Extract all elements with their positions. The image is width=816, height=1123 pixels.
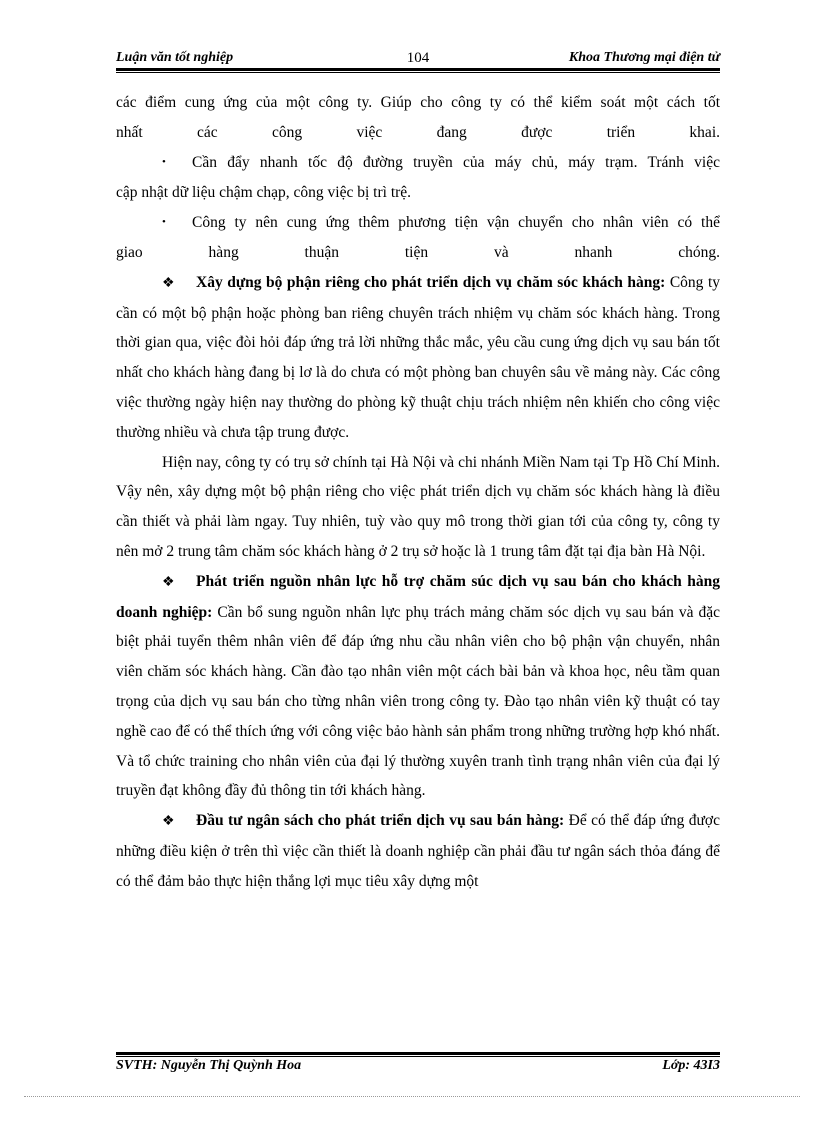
footer-rule-thin [116,1056,720,1057]
section-budget [116,806,720,896]
page-bottom-dotted-border [24,1096,800,1097]
page-footer [116,1058,720,1076]
header-rule-thick [116,68,720,71]
bullet-text: Công ty nên cung ứng thêm phương tiện vận chuyển cho nhân viên có thể [192,213,720,231]
diamond-bullet-icon: ❖ [162,275,175,291]
header-faculty-label: Khoa Thương mại điện tử [568,50,720,65]
header-rule-thin [116,72,720,73]
page-body [116,88,720,897]
section-title: Đầu tư ngân sách cho phát triển dịch vụ sau bán hàng: [196,812,565,830]
footer-student-name: SVTH: Nguyễn Thị Quỳnh Hoa [116,1058,302,1073]
bullet-item [116,208,720,238]
footer-class: Lớp: 43I3 [662,1058,720,1073]
bullet-item [116,148,720,178]
section-human-resources [116,567,720,806]
bullet-icon: • [162,156,166,169]
diamond-bullet-icon: ❖ [162,574,175,590]
bullet-text: Cần đẩy nhanh tốc độ đường truyền của máy chủ, máy trạm. Tránh việc [192,153,720,171]
section-customer-care [116,268,720,448]
diamond-bullet-icon: ❖ [162,814,175,830]
paragraph-line: giao hàng thuận tiện và nhanh chóng. [116,244,720,262]
paragraph-line: nhất các công việc đang được triển khai. [116,123,720,141]
footer-rule-thick [116,1052,720,1055]
section-title: Phát triển nguồn nhân lực hỗ trợ chăm súc dịch vụ sau bán cho khách hàng doanh nghiệp: [116,572,720,621]
paragraph-line: các điểm cung ứng của một công ty. Giúp cho công ty có thể kiểm soát một cách tốt [116,94,720,111]
paragraph-line: cập nhật dữ liệu chậm chạp, công việc bị trì trệ. [116,183,412,201]
bullet-icon: • [162,216,166,229]
section-text: Công ty cần có một bộ phận hoặc phòng ban riêng chuyên trách nhiệm vụ chăm sóc khách hàng. Trong thời gian qua, việc đòi hỏi đáp ứng trả lời những thắc mắc, yêu cầu cung ứng dịch vụ sau bán tốt nhất cho khách hàng đang bị lơ là do chưa có một phòng ban chuyên sâu về mảng này. Các công việc thường ngày hiện nay thường do phòng kỹ thuật chịu trách nhiệm nên khiến cho công việc thường nhiều và chưa tập trung được. [116,273,721,441]
paragraph: Hiện nay, công ty có trụ sở chính tại Hà Nội và chi nhánh Miền Nam tại Tp Hồ Chí Minh. Vậy nên, xây dựng một bộ phận riêng cho việc phát triển dịch vụ chăm sóc khách hàng là điều cần thiết và phải làm ngay. Tuy nhiên, tuỳ vào quy mô trong thời gian tới của công ty, công ty nên mở 2 trung tâm chăm sóc khách hàng ở 2 trụ sở hoặc là 1 trung tâm đặt tại địa bàn Hà Nội. [116,453,720,561]
section-text: Để có thể đáp ứng được những điều kiện ở trên thì việc cần thiết là doanh nghiệp cần phải đầu tư ngân sách thỏa đáng để có thể đảm bảo thực hiện thắng lợi mục tiêu xây dựng một [116,812,720,890]
section-title: Xây dựng bộ phận riêng cho phát triển dịch vụ chăm sóc khách hàng: [196,273,666,291]
page-number: 104 [406,50,430,66]
section-text: Cần bổ sung nguồn nhân lực phụ trách mảng chăm sóc dịch vụ sau bán và đặc biệt phải tuyển thêm nhân viên để đáp ứng nhu cầu nhân viên cho bộ phận vận chuyển, nhân viên chăm sóc khách hàng. Cần đào tạo nhân viên một cách bài bản và khoa học, nêu tầm quan trọng của dịch vụ sau bán cho từng nhân viên trong công ty. Đào tạo nhân viên kỹ thuật có tay nghề cao để có thể thích ứng với công việc bảo hành sản phẩm trong những trường hợp khó nhất. Và tổ chức training cho nhân viên của đại lý thường xuyên tranh tình trạng nhân viên của đại lý truyền đạt không đầy đủ thông tin tới khách hàng. [116,603,720,800]
page-header [116,50,720,68]
header-thesis-label: Luận văn tốt nghiệp [116,50,234,65]
